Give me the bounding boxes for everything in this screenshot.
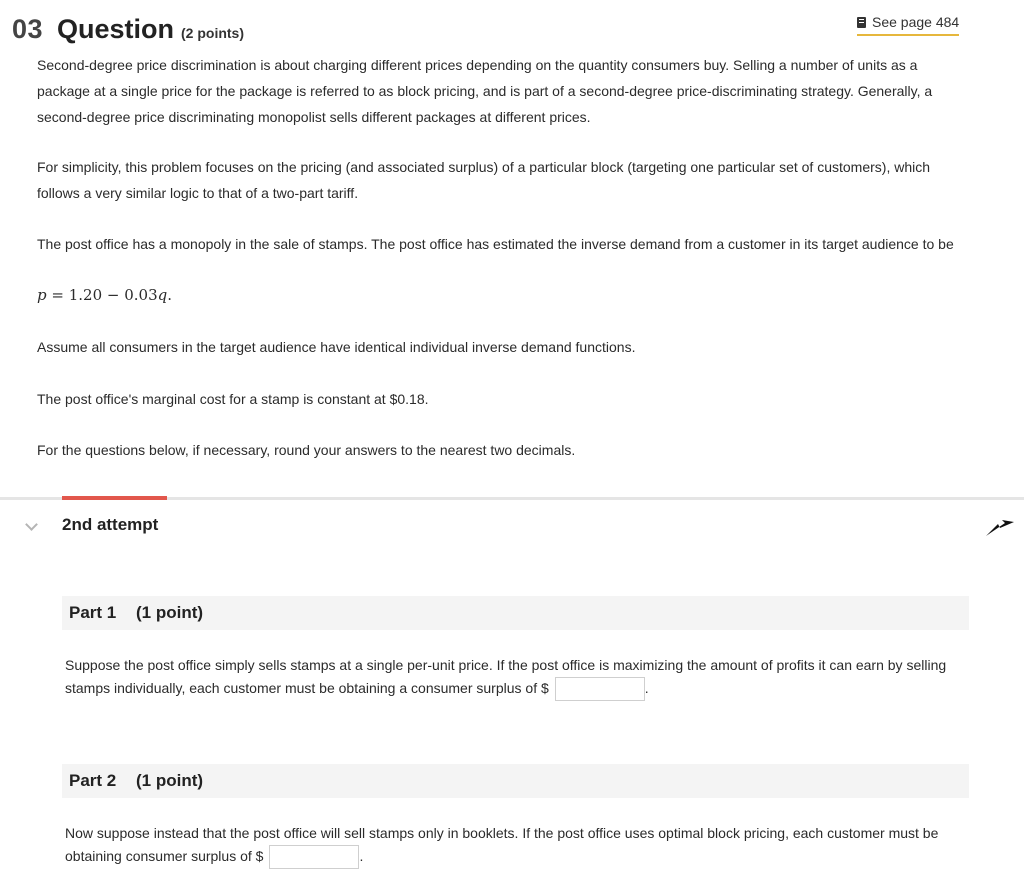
part-2-text: Now suppose instead that the post office will sell stamps only in booklets. If the post office uses optimal block pricing, each customer must be obtaining consumer surplus of $ bbox=[65, 825, 939, 864]
part-1-points: (1 point) bbox=[136, 603, 204, 622]
see-page-label: See page 484 bbox=[872, 14, 960, 30]
question-header bbox=[12, 10, 1024, 50]
chevron-down-icon[interactable] bbox=[25, 518, 38, 531]
formula-body: = 1.20 − 0.03 bbox=[46, 286, 158, 304]
part-2-prompt bbox=[65, 822, 965, 869]
part-1-text: Suppose the post office simply sells stamps at a single per-unit price. If the post office is maximizing the amount of profits it can earn by selling stamps individually, each customer must be obtaining a consumer surplus of $ bbox=[65, 657, 947, 696]
question-points: (2 points) bbox=[181, 25, 244, 41]
book-icon bbox=[857, 17, 866, 28]
part-1-suffix: . bbox=[644, 680, 649, 696]
part-2-suffix: . bbox=[359, 848, 364, 864]
question-number: 03 bbox=[12, 14, 44, 44]
see-page-link[interactable] bbox=[857, 14, 959, 36]
part-1-name: Part 1 bbox=[69, 603, 117, 622]
part-2-answer-input[interactable] bbox=[269, 845, 359, 869]
intro-paragraph-4: Assume all consumers in the target audience have identical individual inverse demand functions. bbox=[37, 339, 636, 355]
demand-formula bbox=[37, 286, 172, 304]
attempt-label[interactable]: 2nd attempt bbox=[62, 515, 159, 534]
attempt-tab-indicator bbox=[62, 496, 167, 500]
intro-paragraph-6: For the questions below, if necessary, round your answers to the nearest two decimals. bbox=[37, 442, 576, 458]
intro-paragraph-3: The post office has a monopoly in the sale of stamps. The post office has estimated the inverse demand from a customer in its target audience to be bbox=[37, 236, 954, 252]
formula-var-q: q bbox=[157, 286, 168, 304]
part-1-prompt bbox=[65, 654, 965, 701]
intro-paragraph-5: The post office's marginal cost for a stamp is constant at $0.18. bbox=[37, 391, 429, 407]
formula-end: . bbox=[167, 286, 173, 304]
intro-paragraph-1: Second-degree price discrimination is about charging different prices depending on the quantity consumers buy. Selling a number of units as a package at a single price for the package is referred to as block pricing, and is part of a second-degree price-discriminating strategy. Generally, a second-degree price discriminating monopolist sells different packages at different prices. bbox=[37, 57, 933, 125]
part-2-points: (1 point) bbox=[136, 771, 204, 790]
cursor-arrow-icon bbox=[984, 516, 1016, 540]
formula-var-p: p bbox=[37, 286, 47, 304]
part-2-header bbox=[62, 764, 969, 798]
question-title: Question bbox=[57, 14, 175, 44]
part-1-header bbox=[62, 596, 969, 630]
part-1-answer-input[interactable] bbox=[555, 677, 645, 701]
part-2-name: Part 2 bbox=[69, 771, 117, 790]
intro-paragraph-2: For simplicity, this problem focuses on the pricing (and associated surplus) of a particular block (targeting one particular set of customers), which follows a very similar logic to that of a two-part tariff. bbox=[37, 159, 931, 201]
